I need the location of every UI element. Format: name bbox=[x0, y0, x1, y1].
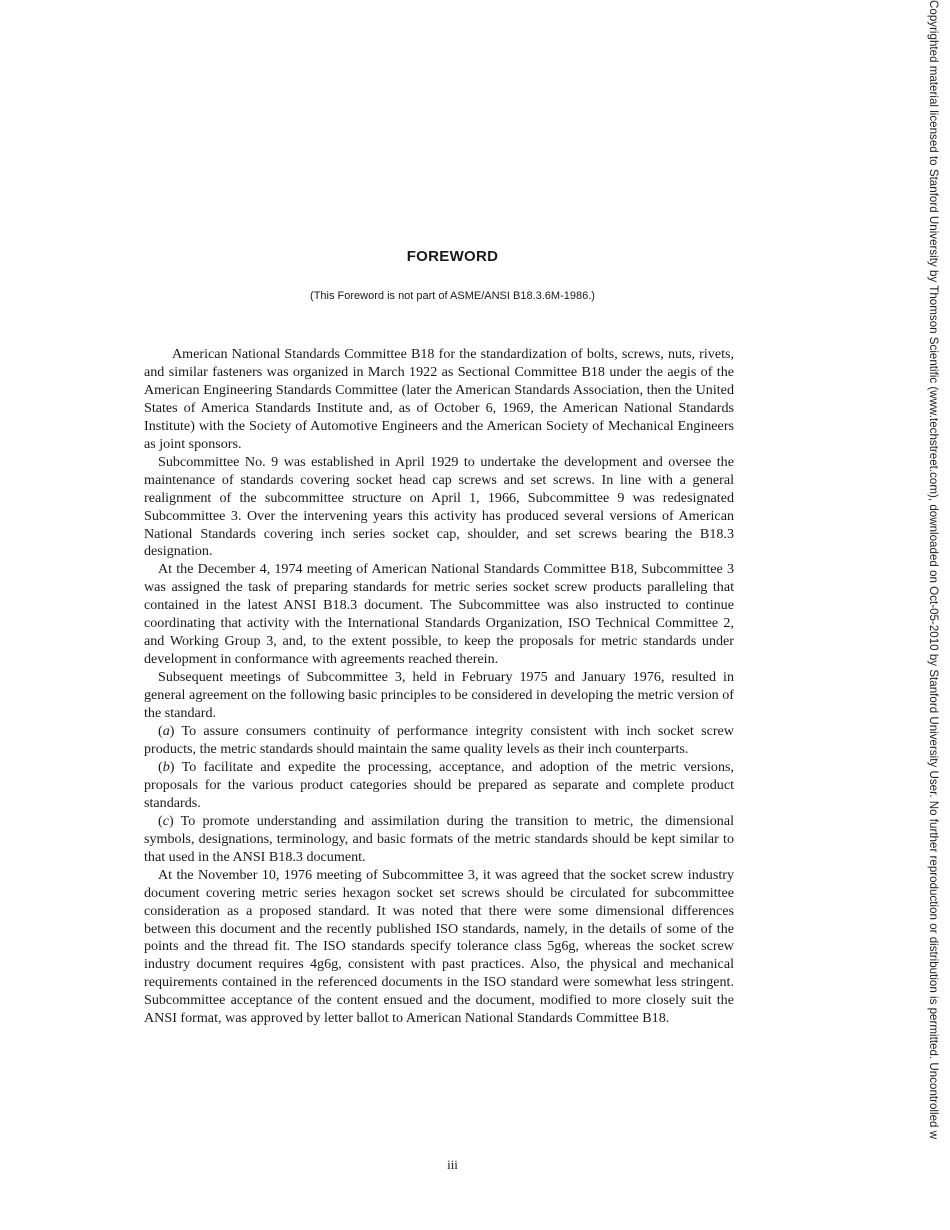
paragraph-metric-task: At the December 4, 1974 meeting of American National Standards Committee B18, Subcommittee 3 was assigned the task of preparing standards for metric series socket screw products paralleling that contained in the latest ANSI B18.3 document. The Subcommittee was also instructed to continue coordinating that activity with the International Standards Organization, ISO Technical Committee 2, and Working Group 3, and, to the extent possible, to keep the proposals for metric standards under development in conformance with agreements reached therein. bbox=[144, 561, 734, 668]
page-number: iii bbox=[447, 1157, 458, 1172]
paragraph-subcommittee: Subcommittee No. 9 was established in April 1929 to undertake the development and oversee the maintenance of standards covering socket head cap screws and set screws. In line with a general realignment of the subcommittee structure on April 1, 1966, Subcommittee 9 was redesignated Subcommittee 3. Over the intervening years this activity has produced several versions of American National Standards covering inch series socket cap, shoulder, and set screws bearing the B18.3 designation. bbox=[144, 453, 734, 560]
foreword-body bbox=[144, 346, 734, 1028]
foreword-note: (This Foreword is not part of ASME/ANSI B18.3.6M-1986.) bbox=[310, 290, 595, 302]
paragraph-principle-a: (a) To assure consumers continuity of performance integrity consistent with inch socket screw products, the metric standards should maintain the same quality levels as their inch counterparts. bbox=[144, 723, 734, 757]
paragraph-principles-intro: Subsequent meetings of Subcommittee 3, held in February 1975 and January 1976, resulted in general agreement on the following basic principles to be considered in developing the metric version of the standard. bbox=[144, 669, 734, 722]
paragraph-principle-c: (c) To promote understanding and assimilation during the transition to metric, the dimensional symbols, designations, terminology, and basic formats of the metric standards should be kept similar to that used in the ANSI B18.3 document. bbox=[144, 812, 734, 865]
copyright-notice: Copyrighted material licensed to Stanford University by Thomson Scientific (www.techstreet.com), downloaded on Oct-05-2010 by Stanford University User. No further reproduction or distribution is permitted. Uncontrolled w bbox=[927, 0, 940, 1140]
page-title: FOREWORD bbox=[406, 248, 499, 265]
paragraph-principle-b: (b) To facilitate and expedite the processing, acceptance, and adoption of the metric versions, proposals for the various product categories should be prepared as separate and complete product standards. bbox=[144, 758, 734, 811]
copyright-sidebar bbox=[920, 0, 944, 1230]
paragraph-approval: At the November 10, 1976 meeting of Subcommittee 3, it was agreed that the socket screw industry document covering metric series hexagon socket set screws should be circulated for subcommittee consideration as a proposed standard. It was noted that there were some dimensional differences between this document and the recently published ISO standards, namely, in the details of some of the points and the thread fit. The ISO standards specify tolerance class 5g6g, whereas the socket screw industry document requires 4g6g, consistent with past practices. Also, the physical and mechanical requirements contained in the referenced documents in the ISO standard were somewhat less stringent. Subcommittee acceptance of the content ensued and the document, modified to more closely suit the ANSI format, was approved by letter ballot to American National Standards Committee B18. bbox=[144, 866, 734, 1027]
paragraph-history: American National Standards Committee B18 for the standardization of bolts, screws, nuts, rivets, and similar fasteners was organized in March 1922 as Sectional Committee B18 under the aegis of the American Engineering Standards Committee (later the American Standards Association, then the United States of America Standards Institute and, as of October 6, 1969, the American National Standards Institute) with the Society of Automotive Engineers and the American Society of Mechanical Engineers as joint sponsors. bbox=[144, 346, 734, 452]
